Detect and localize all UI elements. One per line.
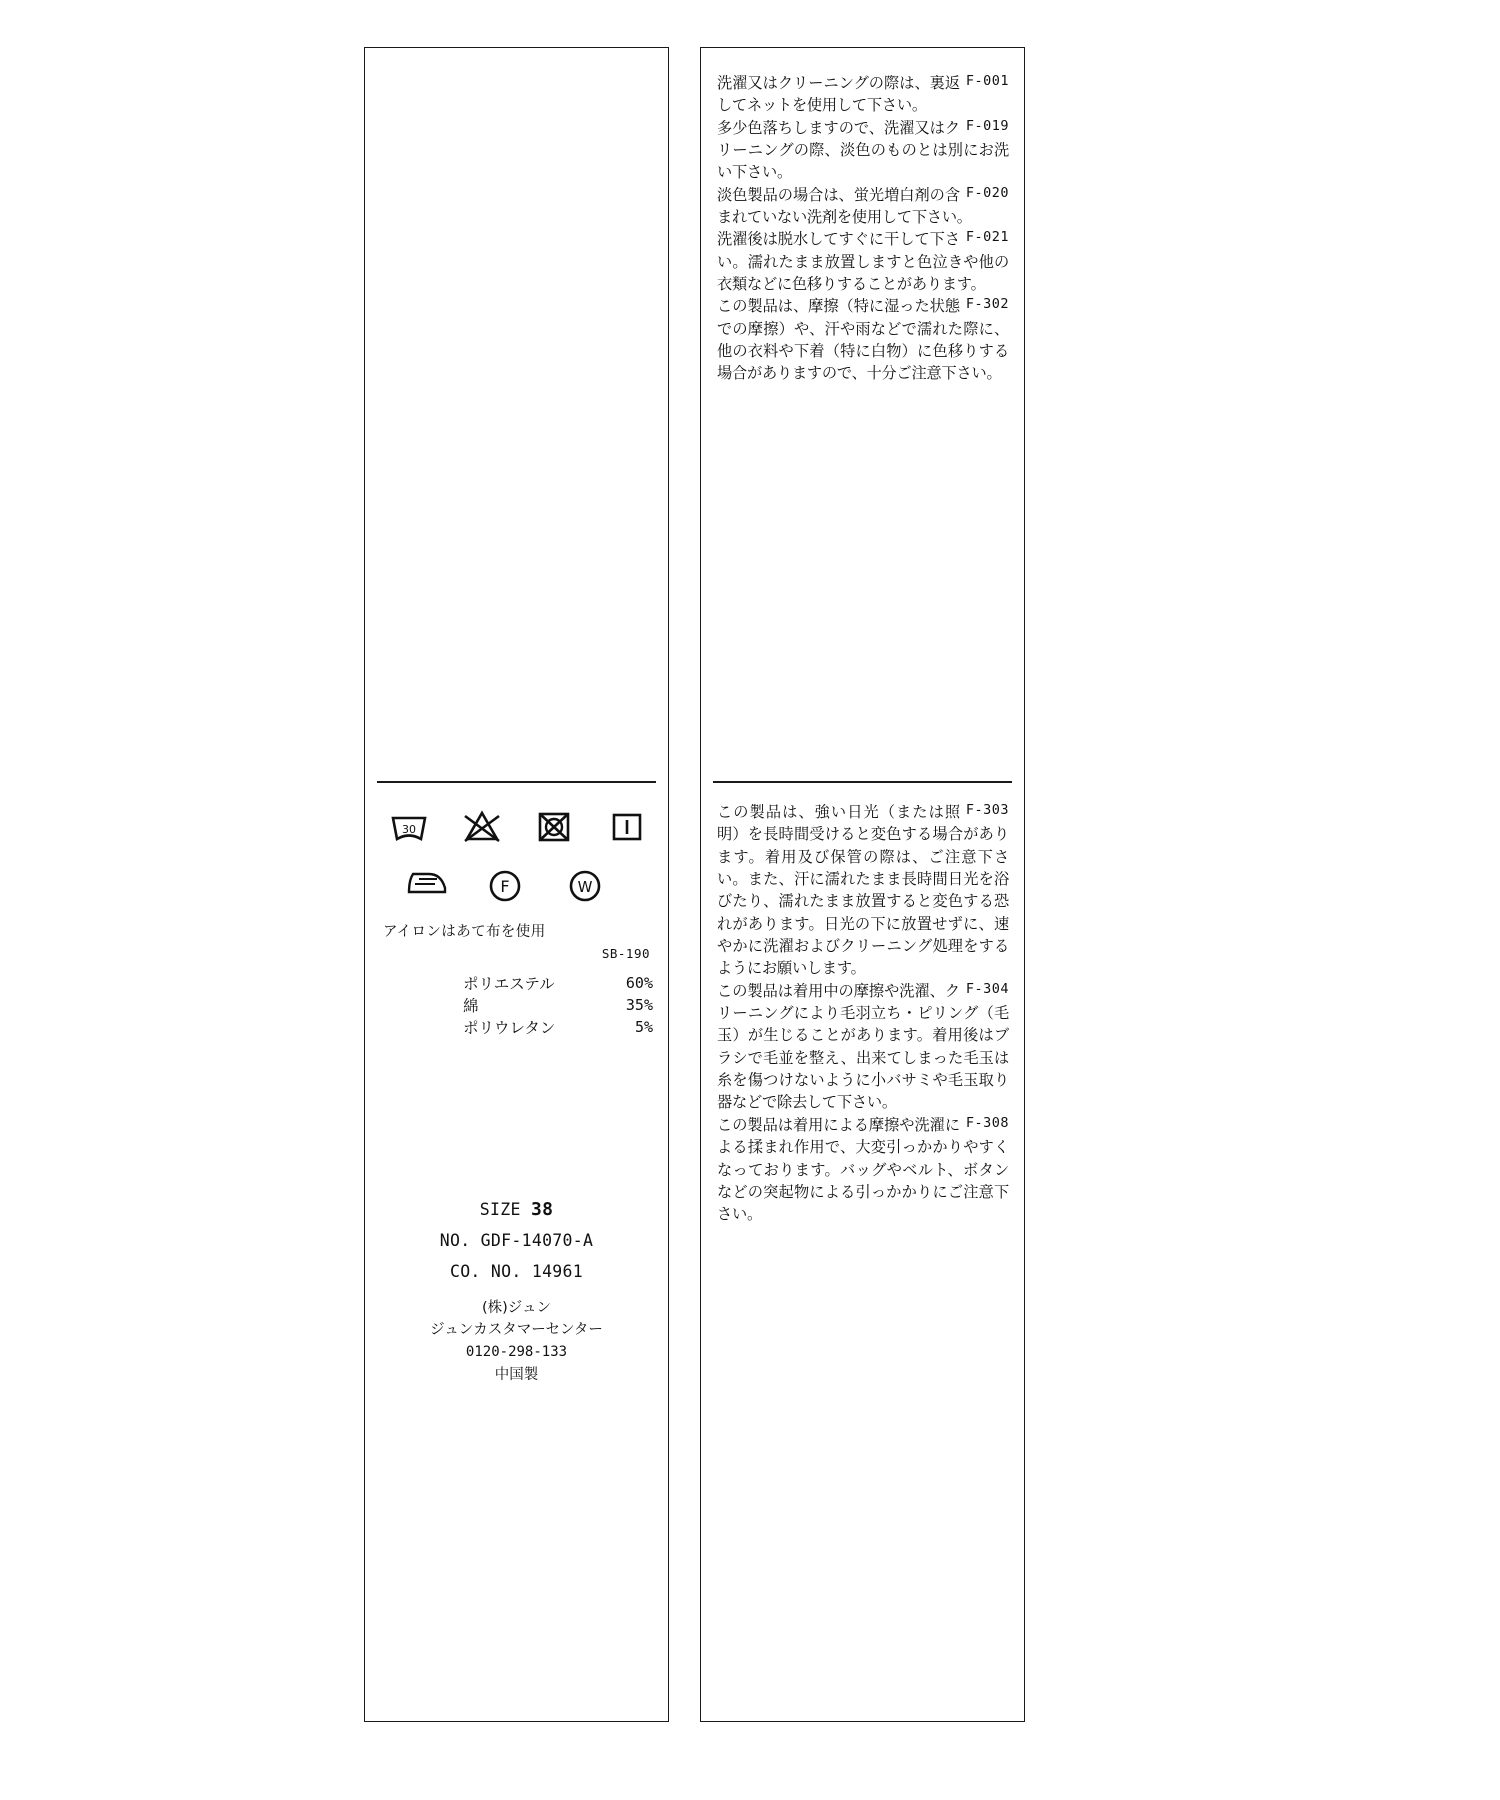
no-tumble-dry-icon <box>534 806 574 846</box>
co-number: CO. NO. 14961 <box>449 1261 584 1281</box>
sb-code: SB-190 <box>601 946 650 961</box>
care-symbols-row-1 <box>383 806 653 846</box>
care-note-code: F-021 <box>965 229 1009 246</box>
care-note <box>717 228 1009 295</box>
size-line <box>365 1193 668 1226</box>
customer-center-name: ジュンカスタマーセンター <box>430 1322 603 1339</box>
right-label-panel <box>700 47 1025 1722</box>
no-chlorine-bleach-icon <box>462 806 502 846</box>
care-note-text: 淡色製品の場合は、蛍光増白剤の含まれていない洗剤を使用して下さい。 <box>717 185 972 227</box>
wash-30-icon <box>389 806 429 846</box>
iron-low-icon <box>607 806 647 846</box>
fiber-composition-table <box>463 973 653 1039</box>
care-note <box>717 1114 1009 1226</box>
care-notes-bottom <box>717 801 1009 1226</box>
care-note-code: F-303 <box>965 802 1009 818</box>
care-note <box>717 801 1009 980</box>
care-note-code: F-304 <box>965 980 1009 997</box>
care-note-text: この製品は着用中の摩擦や洗濯、クリーニングにより毛羽立ち・ピリング（毛玉）が生じることがあります。着用後はブラシで毛並を整え、出来てしまった毛玉は糸を傷つけないように小バサミや毛玉取り器などで除去して下さい。 <box>717 981 1009 1112</box>
wetclean-w-icon <box>565 866 605 906</box>
fiber-material: ポリウレタン <box>463 1019 556 1037</box>
country-of-origin: 中国製 <box>494 1366 539 1383</box>
left-panel-divider <box>377 781 656 783</box>
care-note-code: F-308 <box>965 1114 1009 1131</box>
care-note <box>717 117 1009 184</box>
care-note-code: F-019 <box>965 117 1009 134</box>
fiber-row <box>463 995 653 1017</box>
right-panel-divider <box>713 781 1012 783</box>
fiber-percent: 60% <box>625 974 653 992</box>
fiber-material: ポリエステル <box>463 975 555 993</box>
fiber-percent: 35% <box>625 996 653 1014</box>
fiber-material: 綿 <box>463 997 479 1015</box>
care-note-text: この製品は、摩擦（特に湿った状態での摩擦）や、汗や雨などで濡れた際に、他の衣料や下着（特に白物）に色移りする場合がありますので、十分ご注意下さい。 <box>717 297 1009 383</box>
svg-text:30: 30 <box>402 823 416 836</box>
fiber-row <box>463 973 653 995</box>
company-name: (株)ジュン <box>481 1300 552 1316</box>
left-label-panel <box>364 47 669 1722</box>
care-note-code: F-001 <box>965 73 1009 89</box>
iron-note-text: アイロンはあて布を使用 <box>383 924 546 940</box>
size-value: 38 <box>530 1199 554 1220</box>
care-note <box>717 980 1009 1114</box>
dryclean-f-icon <box>485 866 525 906</box>
product-info-block <box>365 1193 668 1287</box>
svg-text:W: W <box>577 878 593 896</box>
product-number: NO. GDF-14070-A <box>439 1231 594 1251</box>
care-note-text: この製品は、強い日光（または照明）を長時間受けると変色する場合があります。着用及び保管の際は、ご注意下さい。また、汗に濡れたまま長時間日光を浴びたり、濡れたまま放置すると変色する恐れがあります。日光の下に放置せずに、速やかに洗濯およびクリーニング処理をするようにお願いします。 <box>717 803 1009 978</box>
care-symbols-row-2 <box>405 866 605 906</box>
iron-with-cloth-icon <box>405 866 445 906</box>
care-note-text: 多少色落ちしますので、洗濯又はクリーニングの際、淡色のものとは別にお洗い下さい。 <box>717 118 1009 182</box>
care-note <box>717 295 1009 384</box>
care-notes-top <box>717 72 1009 385</box>
care-note-text: 洗濯後は脱水してすぐに干して下さい。濡れたまま放置しますと色泣きや他の衣類などに色移りすることがあります。 <box>717 230 1009 294</box>
fiber-percent: 5% <box>634 1018 653 1036</box>
customer-center-phone: 0120-298-133 <box>465 1343 568 1360</box>
care-note-text: 洗濯又はクリーニングの際は、裏返してネットを使用して下さい。 <box>717 74 960 115</box>
company-info-block <box>365 1297 668 1386</box>
care-note-code: F-302 <box>965 296 1009 313</box>
size-label: SIZE <box>479 1200 521 1219</box>
svg-text:F: F <box>500 877 510 896</box>
care-note <box>717 72 1009 117</box>
fiber-row <box>463 1017 653 1039</box>
care-note-code: F-020 <box>965 184 1009 201</box>
care-note <box>717 184 1009 229</box>
care-note-text: この製品は着用による摩擦や洗濯による揉まれ作用で、大変引っかかりやすくなっております。バッグやベルト、ボタンなどの突起物による引っかかりにご注意下さい。 <box>717 1115 1009 1224</box>
